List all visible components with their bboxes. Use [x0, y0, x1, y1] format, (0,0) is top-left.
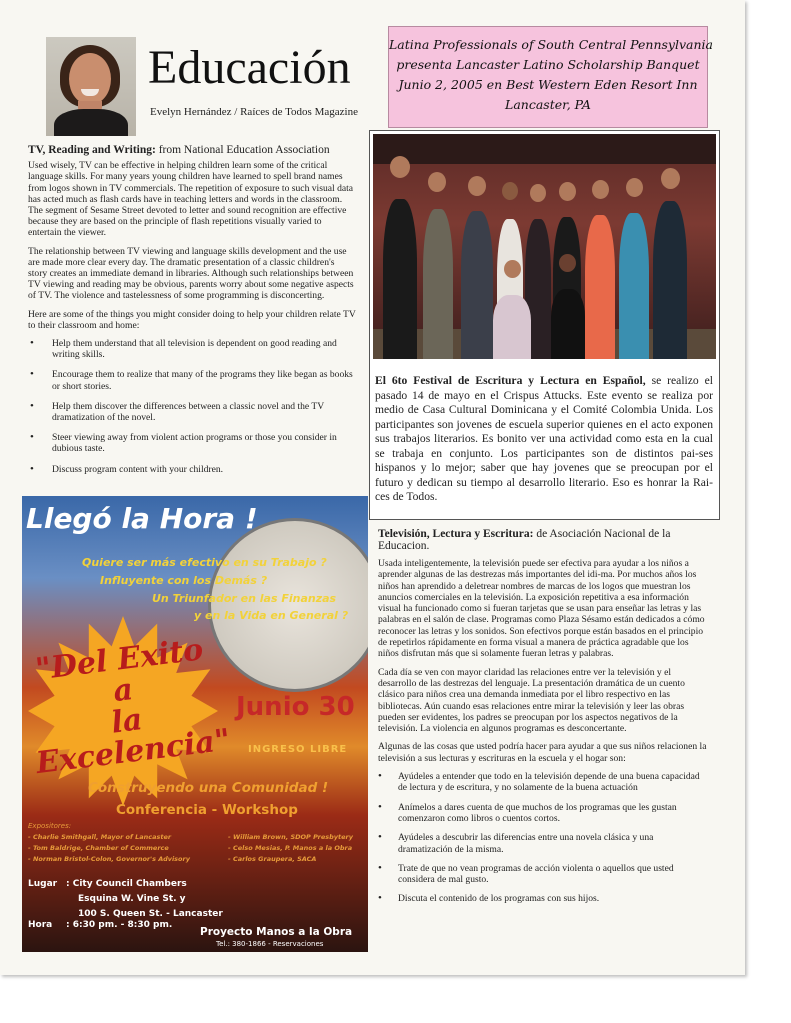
workshop-poster	[22, 496, 368, 952]
group-photo	[373, 134, 716, 359]
article-paragraph: The relationship between TV viewing and language skills development and the use are made more clear every day. The dramatic presentation of a classic children's story creates an immediate demand in libraries. Although such relationships between TV viewing and reading may be obvious, parents worry about some negative aspects of TV. The violence and tastelessness of some programming is disconcerting.	[28, 245, 354, 302]
poster-admission: INGRESO LIBRE	[248, 744, 348, 755]
article-heading: Televisión, Lectura y Escritura: de Asociación Nacional de la Educacion.	[378, 528, 671, 552]
poster-tagline: Construyendo una Comunidad !	[88, 780, 329, 796]
speaker-item: - Norman Bristol-Colon, Governor's Advisory	[28, 855, 190, 863]
place-line: 100 S. Queen St. - Lancaster	[78, 909, 223, 919]
place-line: : City Council Chambers	[66, 879, 187, 889]
speaker-item: - Celso Mesias, P. Manos a la Obra	[228, 844, 353, 852]
speaker-item: - Tom Baldrige, Chamber of Commerce	[28, 844, 169, 852]
poster-headline: Llegó la Hora !	[26, 502, 258, 535]
author-photo	[46, 37, 136, 136]
poster-question: Influyente con los Demás ?	[100, 574, 268, 587]
speaker-item: - Charlie Smithgall, Mayor of Lancaster	[28, 833, 172, 841]
banner-line-1: Latina Professionals of South Central Pennsylvania	[389, 37, 714, 52]
list-item: • Anímelos a dares cuenta de que muchos de los programas que les gustan comenzaron como libros o cuentos cortos.	[378, 802, 708, 825]
banner-line-3: Junio 2, 2005 en Best Western Eden Resort Inn	[398, 77, 698, 92]
time-label: Hora	[28, 920, 53, 930]
list-item: • Ayúdeles a descubrir las diferencias entre una novela clásica y una dramatización de la misma.	[378, 832, 708, 855]
list-item: • Discuss program content with your children.	[28, 464, 356, 475]
poster-question: Un Triunfador en las Finanzas	[152, 592, 337, 605]
english-article	[28, 145, 356, 484]
list-item: • Trate de que no vean programas de acción violenta o aquellos que usted considera de mal gusto.	[378, 863, 708, 886]
banner-line-4: Lancaster, PA	[505, 97, 591, 112]
article-heading: TV, Reading and Writing: from National Education Association	[28, 144, 330, 156]
banner-line-2: presenta Lancaster Latino Scholarship Banquet	[396, 57, 700, 72]
speaker-item: - Carlos Graupera, SACA	[228, 855, 317, 863]
clock-image	[208, 518, 368, 692]
list-item: • Steer viewing away from violent action programs or those you consider in dubious taste.	[28, 432, 356, 454]
poster-slogan: "Del Exito a la Excelencia"	[33, 632, 233, 782]
tips-list	[28, 338, 356, 475]
photo-caption: El 6to Festival de Escritura y Lectura en Español, se realizo el pasado 14 de mayo en el Crispus Attucks. Este evento se realiza por medio de Casa Cultural Dominicana y el Comité Colombia Unida. Los participantes son jovenes de escuela superior quienes en el acto exponen sus trabajos literarios. Es bonito ver una actividad como esta en la cual se trabaja en conjunto. Los participantes son de distintos pai-ses hispanos y lo mejor; saber que hay jovenes que se preocupan por el futuro y dedican su tiempo al desarrollo literario. Eso es honrar la Rai-ces de Todos.	[375, 374, 714, 503]
event-banner	[388, 26, 714, 128]
poster-phone: Tel.: 380-1866 - Reservaciones	[216, 940, 324, 948]
poster-question: y en la Vida en General ?	[194, 609, 349, 622]
list-item: • Discuta el contenido de los programas con sus hijos.	[378, 893, 708, 904]
article-paragraph: Usada inteligentemente, la televisión puede ser efectiva para ayudar a los niños a aprender algunas de las destrezas más importantes del idi-ma. Por muchos años los niños han aprendido a deletrear nombres de marcas de los logos que muestran los anuncios comerciales en la televisión. La exposición repetitiva a esa información visual ha funcionado como si fueran tarjetas que se usan para enseñar las letras y las palabras en el salón de clase. Programas como Plaza Sésamo están dedicados a cómo reconocer las letras y los sonidos. Son efectivos porque están basados en el principio de repetirlos rápidamente en forma visual a manera de práctica agradable que los niños disfrutan más que si solamente fueran letras y palabras.	[378, 558, 705, 660]
time-value: : 6:30 pm. - 8:30 pm.	[66, 920, 173, 930]
section-title: Educación	[148, 41, 351, 94]
tips-list	[378, 771, 708, 905]
poster-date: Junio 30	[236, 692, 355, 722]
place-label: Lugar	[28, 879, 58, 889]
speakers-label: Expositores:	[28, 822, 72, 830]
list-item: • Help them understand that all television is dependent on good reading and writing skills.	[28, 338, 356, 360]
place-line: Esquina W. Vine St. y	[78, 894, 186, 904]
article-paragraph: Here are some of the things you might consider doing to help your children relate TV to their classroom and home:	[28, 308, 356, 331]
list-item: • Ayúdeles a entender que todo en la televisión depende de una buena capacidad de lectura y de escritura, y no solamente de la buena actuación	[378, 771, 708, 794]
article-paragraph: Algunas de las cosas que usted podría hacer para ayudar a que sus niños relacionen la televisión a sus lecturas y escrituras en la escuela y el hogar son:	[378, 741, 707, 764]
list-item: • Help them discover the differences between a classic novel and the TV dramatization of the novel.	[28, 401, 356, 423]
article-paragraph: Cada día se ven con mayor claridad las relaciones entre ver la televisión y el desarrollo de las destrezas del lenguaje. La presentación dramática de un cuento clásico para niños crea una demanda inmediata por el libro respectivo en las bibliotecas. Aún cuando esas relaciones entre mirar la televisión y leer las obras pueden ser evidentes, los padres se preocupan por los aspectos negativos de la televisión. La violencia en algunos programas es desconcertante.	[378, 666, 685, 735]
poster-event-type: Conferencia - Workshop	[116, 802, 298, 818]
list-item: • Encourage them to realize that many of the programs they like began as books or short stories.	[28, 369, 356, 391]
speaker-item: - William Brown, SDOP Presbytery	[228, 833, 353, 841]
author-byline: Evelyn Hernández / Raíces de Todos Magazine	[150, 106, 358, 118]
spanish-article	[378, 528, 708, 913]
article-paragraph: Used wisely, TV can be effective in helping children learn some of the critical language skills. For many years young children have learned to spell brand names from logos shown in TV commercials. The repetition of exposure to such visual data has acted much as flash cards have in teaching letters and words in the classroom. The segment of Sesame Street devoted to letter and sound recognition are effective because they are based on the principle of flash repetitions visually varied to entertain the viewer.	[28, 160, 354, 239]
festival-photo-box	[369, 130, 720, 520]
poster-organizer: Proyecto Manos a la Obra	[200, 926, 353, 938]
poster-question: Quiere ser más efectivo en su Trabajo ?	[82, 556, 327, 569]
